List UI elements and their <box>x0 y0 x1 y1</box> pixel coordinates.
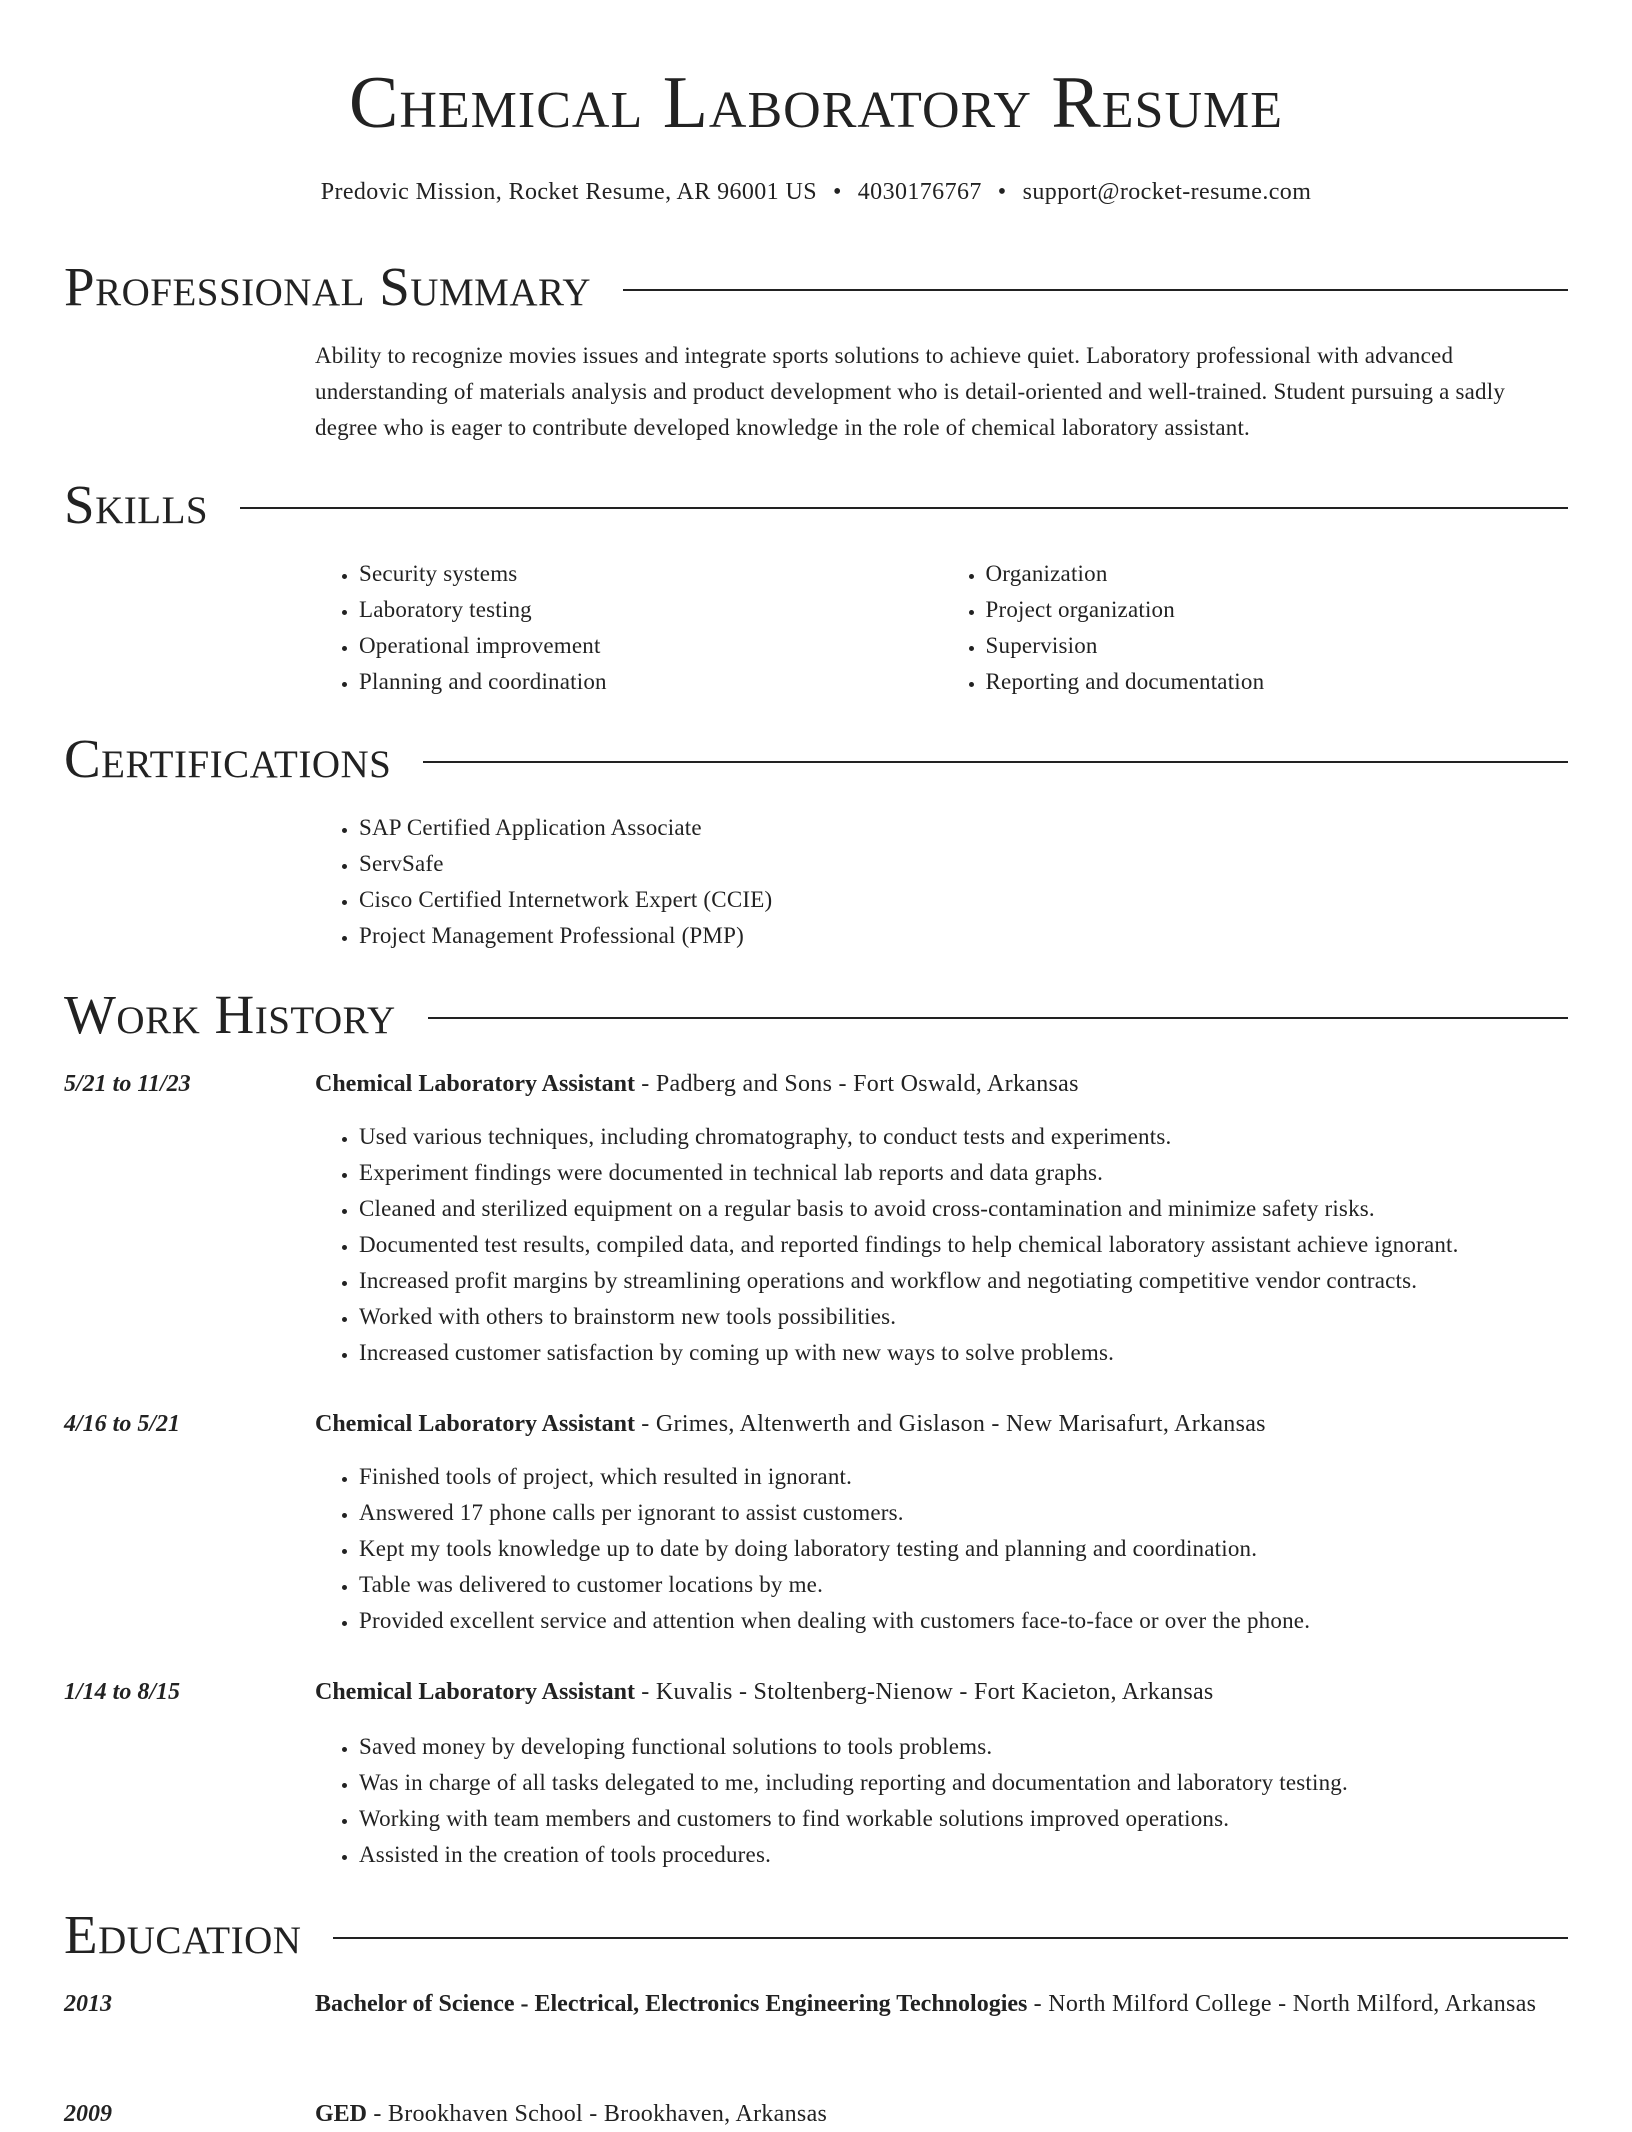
section-divider <box>423 761 1568 763</box>
education-year: 2013 <box>64 1991 112 2017</box>
separator-dot: • <box>832 179 842 205</box>
section-header-work-history <box>64 982 1568 1048</box>
education-degree: Bachelor of Science - Electrical, Electronics Engineering Technologies <box>315 1991 1028 2017</box>
job-bullet: • Provided excellent service and attention when dealing with customers face-to-face or over the phone. <box>359 1603 1592 1639</box>
section-header-summary <box>64 254 1568 320</box>
skills-column-left <box>315 556 942 700</box>
section-divider <box>623 289 1568 291</box>
skill-item: • Reporting and documentation <box>986 664 1569 700</box>
summary-text: Ability to recognize movies issues and integrate sports solutions to achieve quiet. Laboratory professional with advanced understanding of materials analysis and product development who is detail-oriented and well-trained. Student pursuing a sadly degree who is eager to contribute developed knowledge in the role of chemical laboratory assistant. <box>315 343 1506 440</box>
skills-column-right <box>942 556 1569 700</box>
skill-item: • Supervision <box>986 628 1569 664</box>
job-details: - Padberg and Sons - Fort Oswald, Arkansas <box>635 1071 1079 1097</box>
education-degree: GED <box>315 2101 368 2127</box>
job-details: - Kuvalis - Stoltenberg-Nienow - Fort Kacieton, Arkansas <box>635 1679 1214 1705</box>
job-bullets <box>315 1729 1592 1873</box>
section-header-education <box>64 1902 1568 1968</box>
certification-item: • Cisco Certified Internetwork Expert (CCIE) <box>359 882 1568 918</box>
job-bullet: • Table was delivered to customer locations by me. <box>359 1567 1592 1603</box>
job-role: Chemical Laboratory Assistant <box>315 1411 635 1437</box>
education-details: - Brookhaven School - Brookhaven, Arkansas <box>367 2101 828 2127</box>
job-bullet: • Was in charge of all tasks delegated to me, including reporting and documentation and laboratory testing. <box>359 1765 1592 1801</box>
job-bullets <box>315 1459 1592 1639</box>
job-bullets <box>315 1119 1592 1371</box>
job-bullet: • Cleaned and sterilized equipment on a regular basis to avoid cross-contamination and minimize safety risks. <box>359 1191 1592 1227</box>
job-bullet: • Kept my tools knowledge up to date by doing laboratory testing and planning and coordination. <box>359 1531 1592 1567</box>
job-bullet: • Experiment findings were documented in technical lab reports and data graphs. <box>359 1155 1592 1191</box>
skill-item: • Planning and coordination <box>359 664 942 700</box>
contact-line <box>0 174 1632 210</box>
section-title: Certifications <box>64 728 392 789</box>
section-header-certifications <box>64 726 1568 792</box>
email: support@rocket-resume.com <box>1022 179 1312 205</box>
job-bullet: • Working with team members and customers to find workable solutions improved operations. <box>359 1801 1592 1837</box>
resume-title: Chemical Laboratory Resume <box>348 62 1284 144</box>
certification-item: • ServSafe <box>359 846 1568 882</box>
section-header-skills <box>64 472 1568 538</box>
job-bullet: • Saved money by developing functional solutions to tools problems. <box>359 1729 1592 1765</box>
job-bullet: • Assisted in the creation of tools procedures. <box>359 1837 1592 1873</box>
job-heading <box>315 1066 1568 1102</box>
job-dates: 1/14 to 8/15 <box>64 1679 181 1705</box>
job-details: - Grimes, Altenwerth and Gislason - New Marisafurt, Arkansas <box>635 1411 1266 1437</box>
skill-item: • Laboratory testing <box>359 592 942 628</box>
job-dates: 5/21 to 11/23 <box>64 1071 191 1097</box>
job-bullet: • Worked with others to brainstorm new tools possibilities. <box>359 1299 1592 1335</box>
job-bullet: • Used various techniques, including chromatography, to conduct tests and experiments. <box>359 1119 1592 1155</box>
section-divider <box>333 1937 1568 1939</box>
education-entry <box>315 1986 1568 2022</box>
certification-item: • Project Management Professional (PMP) <box>359 918 1568 954</box>
section-title: Work History <box>64 984 396 1045</box>
job-role: Chemical Laboratory Assistant <box>315 1071 635 1097</box>
section-title: Skills <box>64 474 209 535</box>
job-bullet: • Documented test results, compiled data, and reported findings to help chemical laboratory assistant achieve ignorant. <box>359 1227 1592 1263</box>
job-role: Chemical Laboratory Assistant <box>315 1679 635 1705</box>
education-entry <box>315 2096 1568 2132</box>
education-year: 2009 <box>64 2101 112 2127</box>
job-heading <box>315 1406 1568 1442</box>
job-bullet: • Finished tools of project, which resulted in ignorant. <box>359 1459 1592 1495</box>
skill-item: • Operational improvement <box>359 628 942 664</box>
job-dates: 4/16 to 5/21 <box>64 1411 181 1437</box>
job-bullet: • Increased customer satisfaction by coming up with new ways to solve problems. <box>359 1335 1592 1371</box>
section-title: Education <box>64 1904 302 1965</box>
skill-item: • Project organization <box>986 592 1569 628</box>
skill-item: • Security systems <box>359 556 942 592</box>
certification-item: • SAP Certified Application Associate <box>359 810 1568 846</box>
job-heading <box>315 1674 1568 1710</box>
job-bullet: • Increased profit margins by streamlining operations and workflow and negotiating competitive vendor contracts. <box>359 1263 1592 1299</box>
separator-dot: • <box>997 179 1007 205</box>
skill-item: • Organization <box>986 556 1569 592</box>
job-bullet: • Answered 17 phone calls per ignorant to assist customers. <box>359 1495 1592 1531</box>
education-details: - North Milford College - North Milford, Arkansas <box>1027 1991 1537 2017</box>
section-divider <box>240 507 1568 509</box>
address: Predovic Mission, Rocket Resume, AR 96001 US <box>320 179 817 205</box>
phone: 4030176767 <box>857 179 982 205</box>
section-divider <box>428 1017 1568 1019</box>
section-title: Professional Summary <box>64 256 592 317</box>
certifications-list <box>315 810 1568 954</box>
skills-list <box>315 556 1568 700</box>
